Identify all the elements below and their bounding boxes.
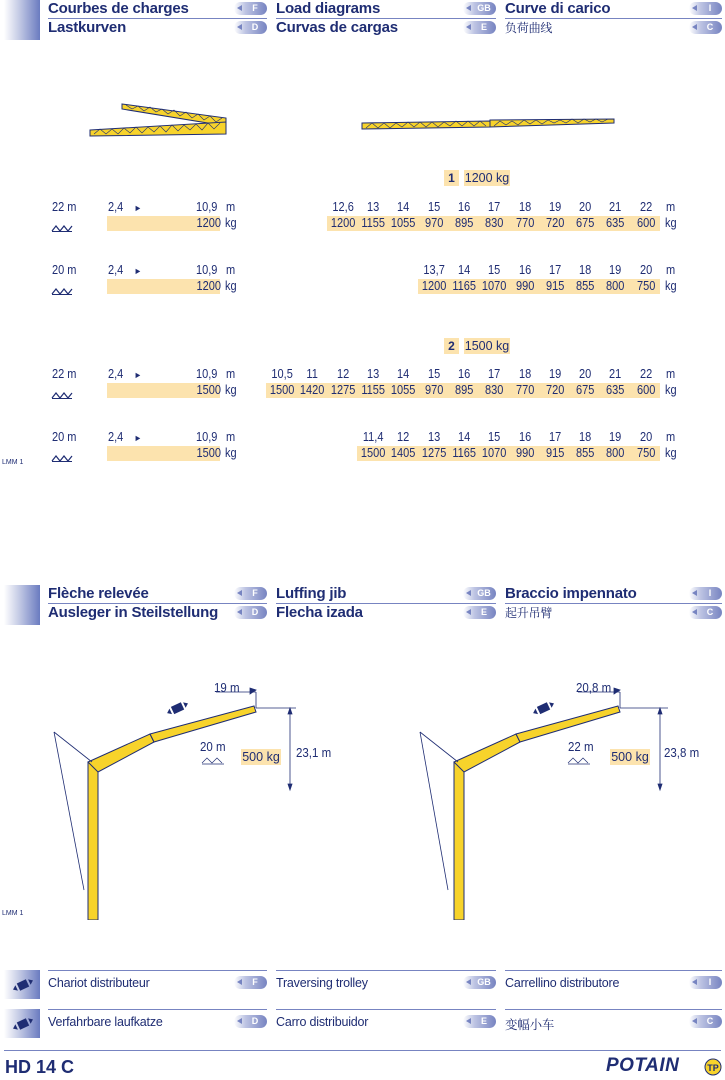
distance: 20	[579, 200, 592, 214]
luffing-1-load: 500 kg	[242, 750, 280, 764]
jib-length: 20 m	[52, 263, 77, 277]
unit-m: m	[226, 430, 236, 444]
load-value: 635	[606, 216, 625, 230]
distance: 19	[548, 367, 562, 381]
load-value: 970	[424, 216, 443, 230]
load-value: 750	[636, 279, 656, 293]
language-code: F	[252, 588, 258, 598]
footer-line	[4, 1050, 721, 1051]
luffing-2-jib: 22 m	[568, 740, 594, 754]
load-value: 1275	[421, 446, 446, 460]
language-badge	[689, 976, 722, 989]
load-value: 635	[606, 383, 625, 397]
language-badge	[689, 606, 722, 619]
distance: 17	[548, 263, 562, 277]
language-badge	[463, 1015, 496, 1028]
luffing-2-height: 23,8 m	[664, 746, 700, 760]
distance: 14	[457, 430, 471, 444]
header-title: Ausleger in Steilstellung	[48, 604, 219, 621]
language-code: I	[708, 977, 712, 987]
unit-m: m	[666, 263, 676, 277]
header-decor-block-2	[4, 585, 40, 625]
jib-drawing-folded	[86, 96, 231, 142]
language-code: GB	[477, 977, 491, 987]
legend-cell	[48, 970, 267, 1000]
distance: 18	[518, 200, 531, 214]
jib-length: 20 m	[52, 430, 77, 444]
load-value: 800	[606, 279, 625, 293]
legend-cell	[505, 1009, 722, 1039]
header-cell	[276, 0, 496, 40]
language-badge	[463, 2, 496, 15]
legend-rule	[48, 970, 267, 971]
jib-length: 22 m	[52, 200, 77, 214]
legend-text: Traversing trolley	[276, 976, 368, 990]
distance: 11	[306, 367, 319, 381]
load-value: 750	[636, 446, 656, 460]
legend-text: 变幅小车	[505, 1017, 555, 1032]
load-value: 990	[515, 279, 534, 293]
load-value: 855	[576, 446, 595, 460]
luffing-1-jib: 20 m	[200, 740, 226, 754]
load-value: 1420	[300, 383, 325, 397]
legend-text: Carrellino distributore	[505, 976, 620, 990]
load-value: 770	[515, 216, 534, 230]
load-value: 675	[576, 383, 595, 397]
distance: 17	[548, 430, 562, 444]
distance: 16	[518, 263, 531, 277]
header-cell	[276, 585, 496, 625]
legend-rule	[48, 1009, 267, 1010]
unit-kg: kg	[665, 279, 677, 293]
load-value: 830	[485, 383, 504, 397]
legend-rule	[505, 970, 722, 971]
distance: 12	[397, 430, 410, 444]
min-radius: 2,4	[108, 263, 124, 277]
brand-logo	[606, 1055, 722, 1077]
load-value: 990	[515, 446, 534, 460]
header-title: Luffing jib	[276, 585, 347, 602]
language-badge	[234, 1015, 267, 1028]
jib-drawing-extended	[360, 114, 618, 132]
unit-kg: kg	[225, 279, 237, 293]
unit-kg: kg	[225, 383, 237, 397]
distance: 14	[457, 263, 471, 277]
max-radius-at-load: 10,9	[196, 263, 218, 277]
header-rule	[276, 18, 496, 19]
legend-cell	[505, 970, 722, 1000]
language-code: D	[251, 1016, 259, 1026]
distance: 10,5	[271, 367, 293, 381]
header-cell	[48, 0, 267, 40]
header-rule	[505, 18, 722, 19]
language-badge	[463, 21, 496, 34]
legend-rule	[276, 1009, 496, 1010]
max-radius-at-load: 10,9	[196, 200, 218, 214]
header-title: 起升吊臂	[505, 606, 553, 620]
header-title: Curvas de cargas	[276, 19, 398, 36]
load-value: 915	[545, 279, 565, 293]
hook-icon	[51, 386, 73, 392]
header-title: 负荷曲线	[505, 21, 553, 35]
language-code: GB	[477, 588, 491, 598]
load-value: 720	[545, 216, 565, 230]
load-value: 1070	[482, 446, 507, 460]
hook-icon	[51, 449, 73, 455]
unit-kg: kg	[665, 446, 677, 460]
distance: 15	[488, 430, 501, 444]
distance: 12	[336, 367, 349, 381]
language-badge	[689, 2, 722, 15]
distance: 11,4	[362, 430, 384, 444]
distance: 16	[518, 430, 531, 444]
luffing-2-load: 500 kg	[611, 750, 649, 764]
language-code: GB	[477, 3, 491, 13]
distance: 19	[609, 263, 622, 277]
svg-text:TP: TP	[707, 1063, 719, 1073]
language-badge	[463, 606, 496, 619]
distance: 16	[457, 367, 471, 381]
header-cell	[505, 585, 722, 625]
header-rule	[276, 603, 496, 604]
legend-rule	[505, 1009, 722, 1010]
distance: 21	[609, 367, 622, 381]
load-value: 1155	[361, 216, 385, 230]
load-value: 675	[576, 216, 595, 230]
max-radius-at-load: 10,9	[196, 367, 218, 381]
load-value: 895	[454, 383, 474, 397]
language-code: E	[480, 22, 487, 32]
header-cell	[48, 585, 267, 625]
language-badge	[689, 1015, 722, 1028]
unit-m: m	[226, 367, 236, 381]
max-load: 1200	[196, 216, 221, 230]
distance: 19	[609, 430, 622, 444]
arrow-icon: ►	[134, 370, 142, 380]
legend-text: Verfahrbare laufkatze	[48, 1015, 163, 1029]
legend-cell	[48, 1009, 267, 1039]
distance: 22	[639, 367, 652, 381]
side-code-1: LMM 1	[2, 459, 24, 466]
arrow-icon: ►	[134, 203, 142, 213]
language-code: I	[708, 3, 712, 13]
language-badge	[689, 21, 722, 34]
brand-logo-text: POTAIN	[606, 1055, 680, 1076]
unit-m: m	[666, 430, 676, 444]
distance: 15	[488, 263, 501, 277]
unit-m: m	[226, 263, 236, 277]
min-radius: 2,4	[108, 430, 124, 444]
load-value: 1500	[360, 446, 386, 460]
unit-kg: kg	[225, 446, 237, 460]
hook-icon	[51, 219, 73, 225]
language-badge	[234, 976, 267, 989]
load-value: 770	[515, 383, 534, 397]
distance: 18	[518, 367, 531, 381]
distance: 13	[427, 430, 440, 444]
load-value: 1165	[452, 446, 476, 460]
unit-m: m	[666, 367, 676, 381]
unit-m: m	[666, 200, 676, 214]
max-load: 1500	[196, 383, 221, 397]
distance: 13,7	[423, 263, 445, 277]
legend-text: Carro distribuidor	[276, 1015, 369, 1029]
load-value: 1275	[330, 383, 356, 397]
load-value: 1055	[391, 383, 416, 397]
trolley-icon-2	[10, 1015, 36, 1033]
distance: 21	[609, 200, 622, 214]
language-code: D	[251, 22, 259, 32]
language-code: F	[252, 3, 258, 13]
arrow-icon: ►	[134, 433, 142, 443]
max-load: 1200	[196, 279, 221, 293]
distance: 14	[397, 200, 410, 214]
unit-kg: kg	[225, 216, 237, 230]
load-value: 855	[576, 279, 595, 293]
language-code: C	[706, 1016, 714, 1026]
load-value: 1165	[452, 279, 476, 293]
load-value: 600	[636, 216, 656, 230]
legend-cell	[276, 970, 496, 1000]
header-title: Load diagrams	[276, 0, 381, 17]
distance: 17	[488, 367, 501, 381]
legend-cell	[276, 1009, 496, 1039]
distance: 20	[639, 263, 652, 277]
trolley-icon	[10, 976, 36, 994]
luffing-crane-drawing-2	[418, 680, 708, 920]
luffing-1-reach: 19 m	[214, 681, 240, 695]
min-radius: 2,4	[108, 200, 124, 214]
config-1-number: 1	[444, 170, 459, 186]
language-code: E	[480, 607, 487, 617]
distance: 18	[579, 430, 592, 444]
unit-kg: kg	[665, 216, 677, 230]
load-value: 1070	[482, 279, 507, 293]
language-badge	[463, 976, 496, 989]
language-badge	[463, 587, 496, 600]
header-title: Braccio impennato	[505, 585, 637, 602]
distance: 20	[579, 367, 592, 381]
language-code: C	[706, 22, 714, 32]
brand-logo-mark	[704, 1058, 722, 1076]
model-name: HD 14 C	[5, 1057, 75, 1077]
distance: 18	[579, 263, 592, 277]
distance: 16	[457, 200, 471, 214]
header-rule	[505, 603, 722, 604]
distance: 13	[367, 367, 380, 381]
unit-m: m	[226, 200, 236, 214]
language-code: F	[252, 977, 258, 987]
config-2-number: 2	[444, 338, 459, 354]
language-code: I	[708, 588, 712, 598]
header-title: Courbes de charges	[48, 0, 189, 17]
side-code-2: LMM 1	[2, 910, 24, 917]
arrow-icon: ►	[134, 266, 142, 276]
load-value: 895	[454, 216, 474, 230]
header-decor-block	[4, 0, 40, 40]
language-badge	[689, 587, 722, 600]
config-1-load: 1200 kg	[464, 171, 510, 185]
config-2-load: 1500 kg	[464, 339, 510, 353]
load-value: 1405	[391, 446, 416, 460]
legend-text: Chariot distributeur	[48, 976, 150, 990]
distance: 13	[367, 200, 380, 214]
header-title: Lastkurven	[48, 19, 127, 36]
luffing-crane-drawing-1	[50, 680, 330, 920]
legend-rule	[276, 970, 496, 971]
distance: 15	[427, 367, 440, 381]
language-badge	[234, 2, 267, 15]
max-radius-at-load: 10,9	[196, 430, 218, 444]
unit-kg: kg	[665, 383, 677, 397]
max-load: 1500	[196, 446, 221, 460]
header-title: Flèche relevée	[48, 585, 149, 602]
language-code: D	[251, 607, 259, 617]
hook-icon	[51, 282, 73, 288]
language-code: C	[706, 607, 714, 617]
distance: 19	[548, 200, 562, 214]
jib-length: 22 m	[52, 367, 77, 381]
distance: 14	[397, 367, 410, 381]
load-value: 1200	[421, 279, 446, 293]
load-value: 915	[545, 446, 565, 460]
language-badge	[234, 606, 267, 619]
language-code: E	[480, 1016, 487, 1026]
header-cell	[505, 0, 722, 40]
language-badge	[234, 21, 267, 34]
distance: 22	[639, 200, 652, 214]
load-value: 830	[485, 216, 504, 230]
header-rule	[48, 18, 267, 19]
header-title: Flecha izada	[276, 604, 363, 621]
load-value: 1500	[269, 383, 295, 397]
min-radius: 2,4	[108, 367, 124, 381]
header-title: Curve di carico	[505, 0, 611, 17]
load-value: 720	[545, 383, 565, 397]
load-value: 800	[606, 446, 625, 460]
load-value: 970	[424, 383, 443, 397]
distance: 17	[488, 200, 501, 214]
distance: 12,6	[332, 200, 354, 214]
load-value: 1155	[361, 383, 385, 397]
language-badge	[234, 587, 267, 600]
header-rule	[48, 603, 267, 604]
distance: 15	[427, 200, 440, 214]
distance: 20	[639, 430, 652, 444]
load-value: 1055	[391, 216, 416, 230]
luffing-1-height: 23,1 m	[296, 746, 332, 760]
load-value: 600	[636, 383, 656, 397]
luffing-2-reach: 20,8 m	[576, 681, 612, 695]
load-value: 1200	[330, 216, 356, 230]
